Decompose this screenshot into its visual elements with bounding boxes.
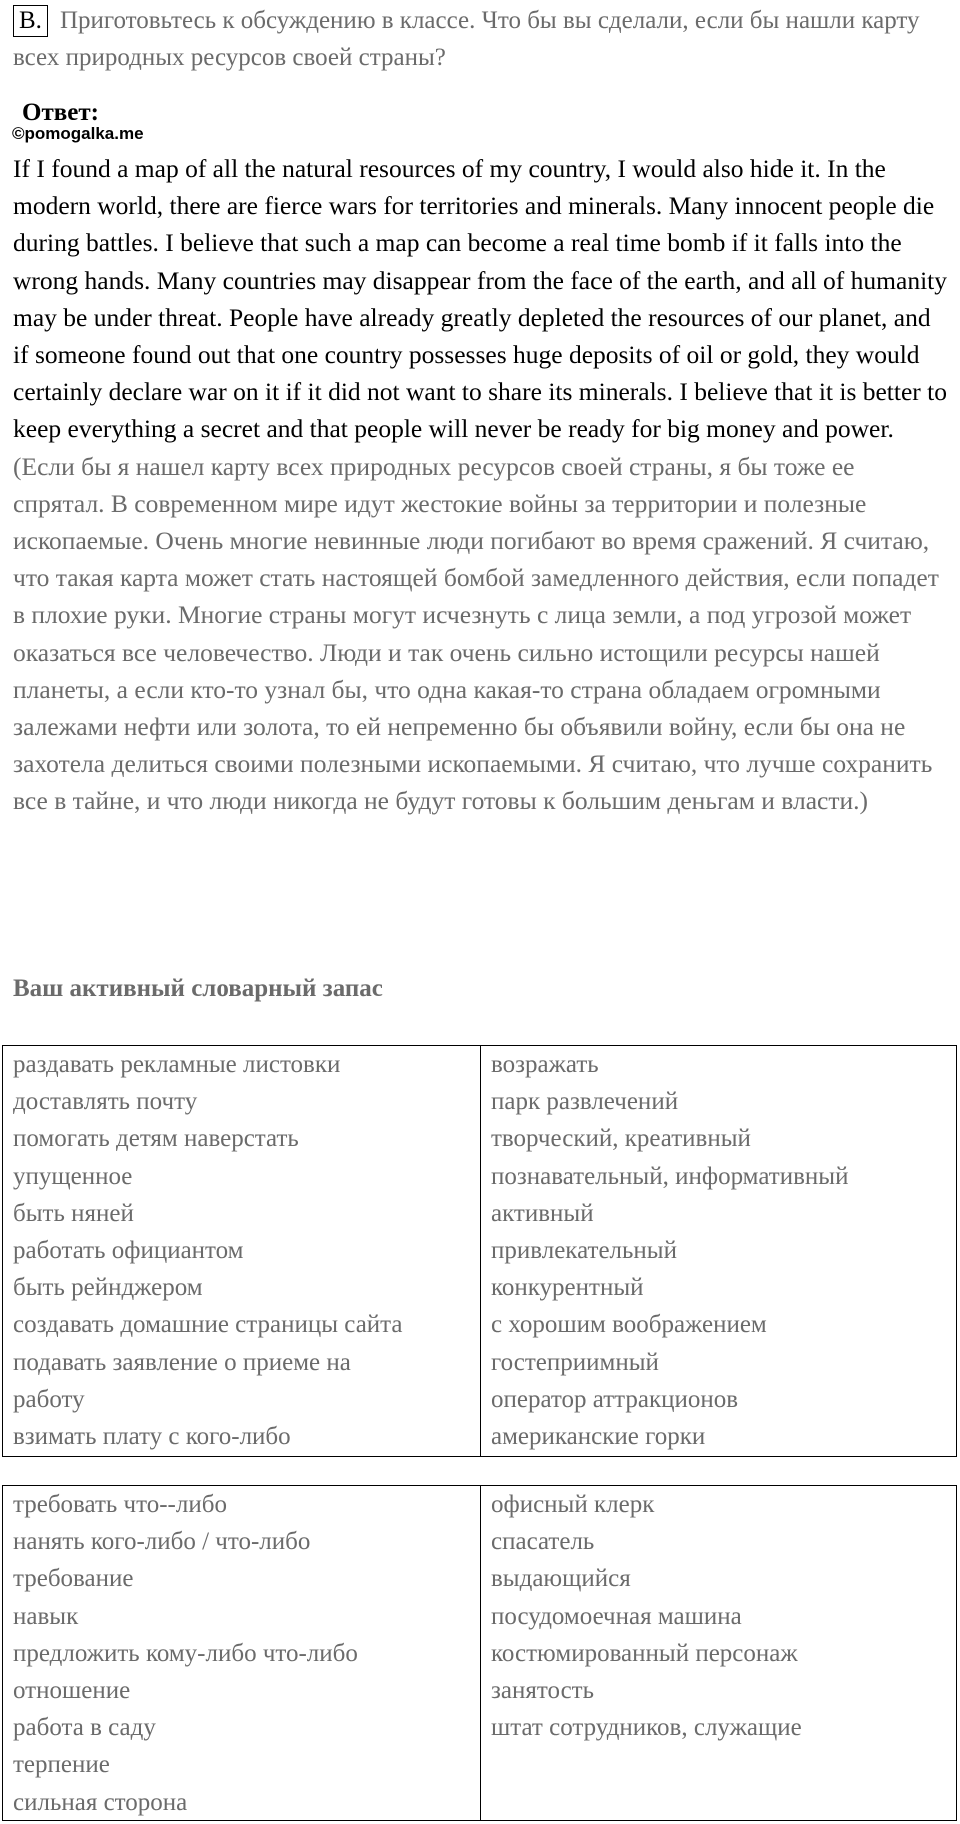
watermark: ©pomogalka.me: [12, 124, 144, 143]
vocabulary-title: Ваш активный словарный запас: [13, 975, 383, 1002]
vocabulary-item: требовать что--либо: [13, 1491, 227, 1518]
vocabulary-item: отношение: [13, 1677, 131, 1705]
vocabulary-item: нанять кого-либо / что-либо: [13, 1528, 311, 1556]
vocabulary-item: посудомоечная машина: [491, 1602, 742, 1630]
answer-text: [13, 150, 948, 820]
vocabulary-item: подавать заявление о приеме на: [13, 1348, 351, 1376]
vocabulary-table-2-left: [3, 1486, 481, 1820]
vocabulary-item: американские горки: [491, 1423, 706, 1451]
vocabulary-item: спасатель: [491, 1528, 595, 1556]
vocabulary-item: терпение: [13, 1751, 110, 1779]
vocabulary-item: доставлять почту: [13, 1088, 198, 1116]
vocabulary-item: помогать детям наверстать: [13, 1125, 299, 1153]
task-text: Приготовьтесь к обсуждению в классе. Что бы вы сделали, если бы нашли карту всех природных ресурсов своей страны?: [13, 7, 920, 71]
vocabulary-table-1-left: [3, 1046, 481, 1456]
answer-label: Ответ:: [22, 99, 99, 126]
vocabulary-table-2: [2, 1485, 957, 1821]
vocabulary-item: занятость: [491, 1677, 594, 1705]
vocabulary-item: оператор аттракционов: [491, 1385, 739, 1413]
vocabulary-item: активный: [491, 1199, 594, 1227]
task-letter-box: B.: [13, 5, 48, 37]
vocabulary-item: быть няней: [13, 1199, 134, 1227]
vocabulary-item: раздавать рекламные листовки: [13, 1051, 341, 1078]
vocabulary-item: быть рейнджером: [13, 1274, 203, 1302]
vocabulary-item: работать официантом: [13, 1237, 244, 1265]
vocabulary-table-1: [2, 1045, 957, 1457]
vocabulary-item: навык: [13, 1602, 79, 1630]
vocabulary-item: упущенное: [13, 1162, 133, 1190]
vocabulary-item: познавательный, информативный: [491, 1162, 849, 1190]
vocabulary-item: работа в саду: [13, 1714, 156, 1742]
vocabulary-item: парк развлечений: [491, 1088, 679, 1116]
task-prompt: [13, 2, 943, 76]
vocabulary-table-1-right: [481, 1046, 956, 1456]
vocabulary-item: работу: [13, 1385, 85, 1413]
vocabulary-item: предложить кому-либо что-либо: [13, 1639, 358, 1667]
vocabulary-item: создавать домашние страницы сайта: [13, 1311, 403, 1339]
vocabulary-item: выдающийся: [491, 1565, 631, 1593]
vocabulary-item: штат сотрудников, служащие: [491, 1714, 802, 1742]
answer-russian: (Если бы я нашел карту всех природных ресурсов своей страны, я бы тоже ее спрятал. В современном мире идут жестокие войны за территории и полезные ископаемые. Очень многие невинные люди погибают во время сражений. Я считаю, что такая карта может стать настоящей бомбой замедленного действия, если попадет в плохие руки. Многие страны могут исчезнуть с лица земли, а под угрозой может оказаться все человечество. Люди и так очень сильно истощили ресурсы нашей планеты, а если кто-то узнал бы, что одна какая-то страна обладаем огромными залежами нефти или золота, то ей непременно бы объявили войну, если бы она не захотела делиться своими полезными ископаемыми. Я считаю, что лучше сохранить все в тайне, и что люди никогда не будут готовы к большим деньгам и власти.): [13, 451, 939, 816]
vocabulary-item: офисный клерк: [491, 1491, 655, 1518]
vocabulary-item: гостеприимный: [491, 1348, 659, 1376]
vocabulary-item: костюмированный персонаж: [491, 1639, 798, 1667]
vocabulary-item: привлекательный: [491, 1237, 677, 1265]
vocabulary-item: творческий, креативный: [491, 1125, 751, 1153]
vocabulary-table-2-right: [481, 1486, 956, 1820]
vocabulary-item: сильная сторона: [13, 1788, 188, 1816]
vocabulary-item: требование: [13, 1565, 134, 1593]
vocabulary-item: возражать: [491, 1051, 599, 1078]
answer-english: If I found a map of all the natural resources of my country, I would also hide it. In the modern world, there are fierce wars for territories and minerals. Many innocent people die during battles. I believe that such a map can become a real time bomb if it falls into the wrong hands. Many countries may disappear from the face of the earth, and all of humanity may be under threat. People have already greatly depleted the resources of our planet, and if someone found out that one country possesses huge deposits of oil or gold, they would certainly declare war on it if it did not want to share its minerals. I believe that it is better to keep everything a secret and that people will never be ready for big money and power.: [13, 154, 947, 444]
vocabulary-item: конкурентный: [491, 1274, 644, 1302]
vocabulary-item: с хорошим воображением: [491, 1311, 767, 1339]
vocabulary-item: взимать плату с кого-либо: [13, 1423, 291, 1451]
